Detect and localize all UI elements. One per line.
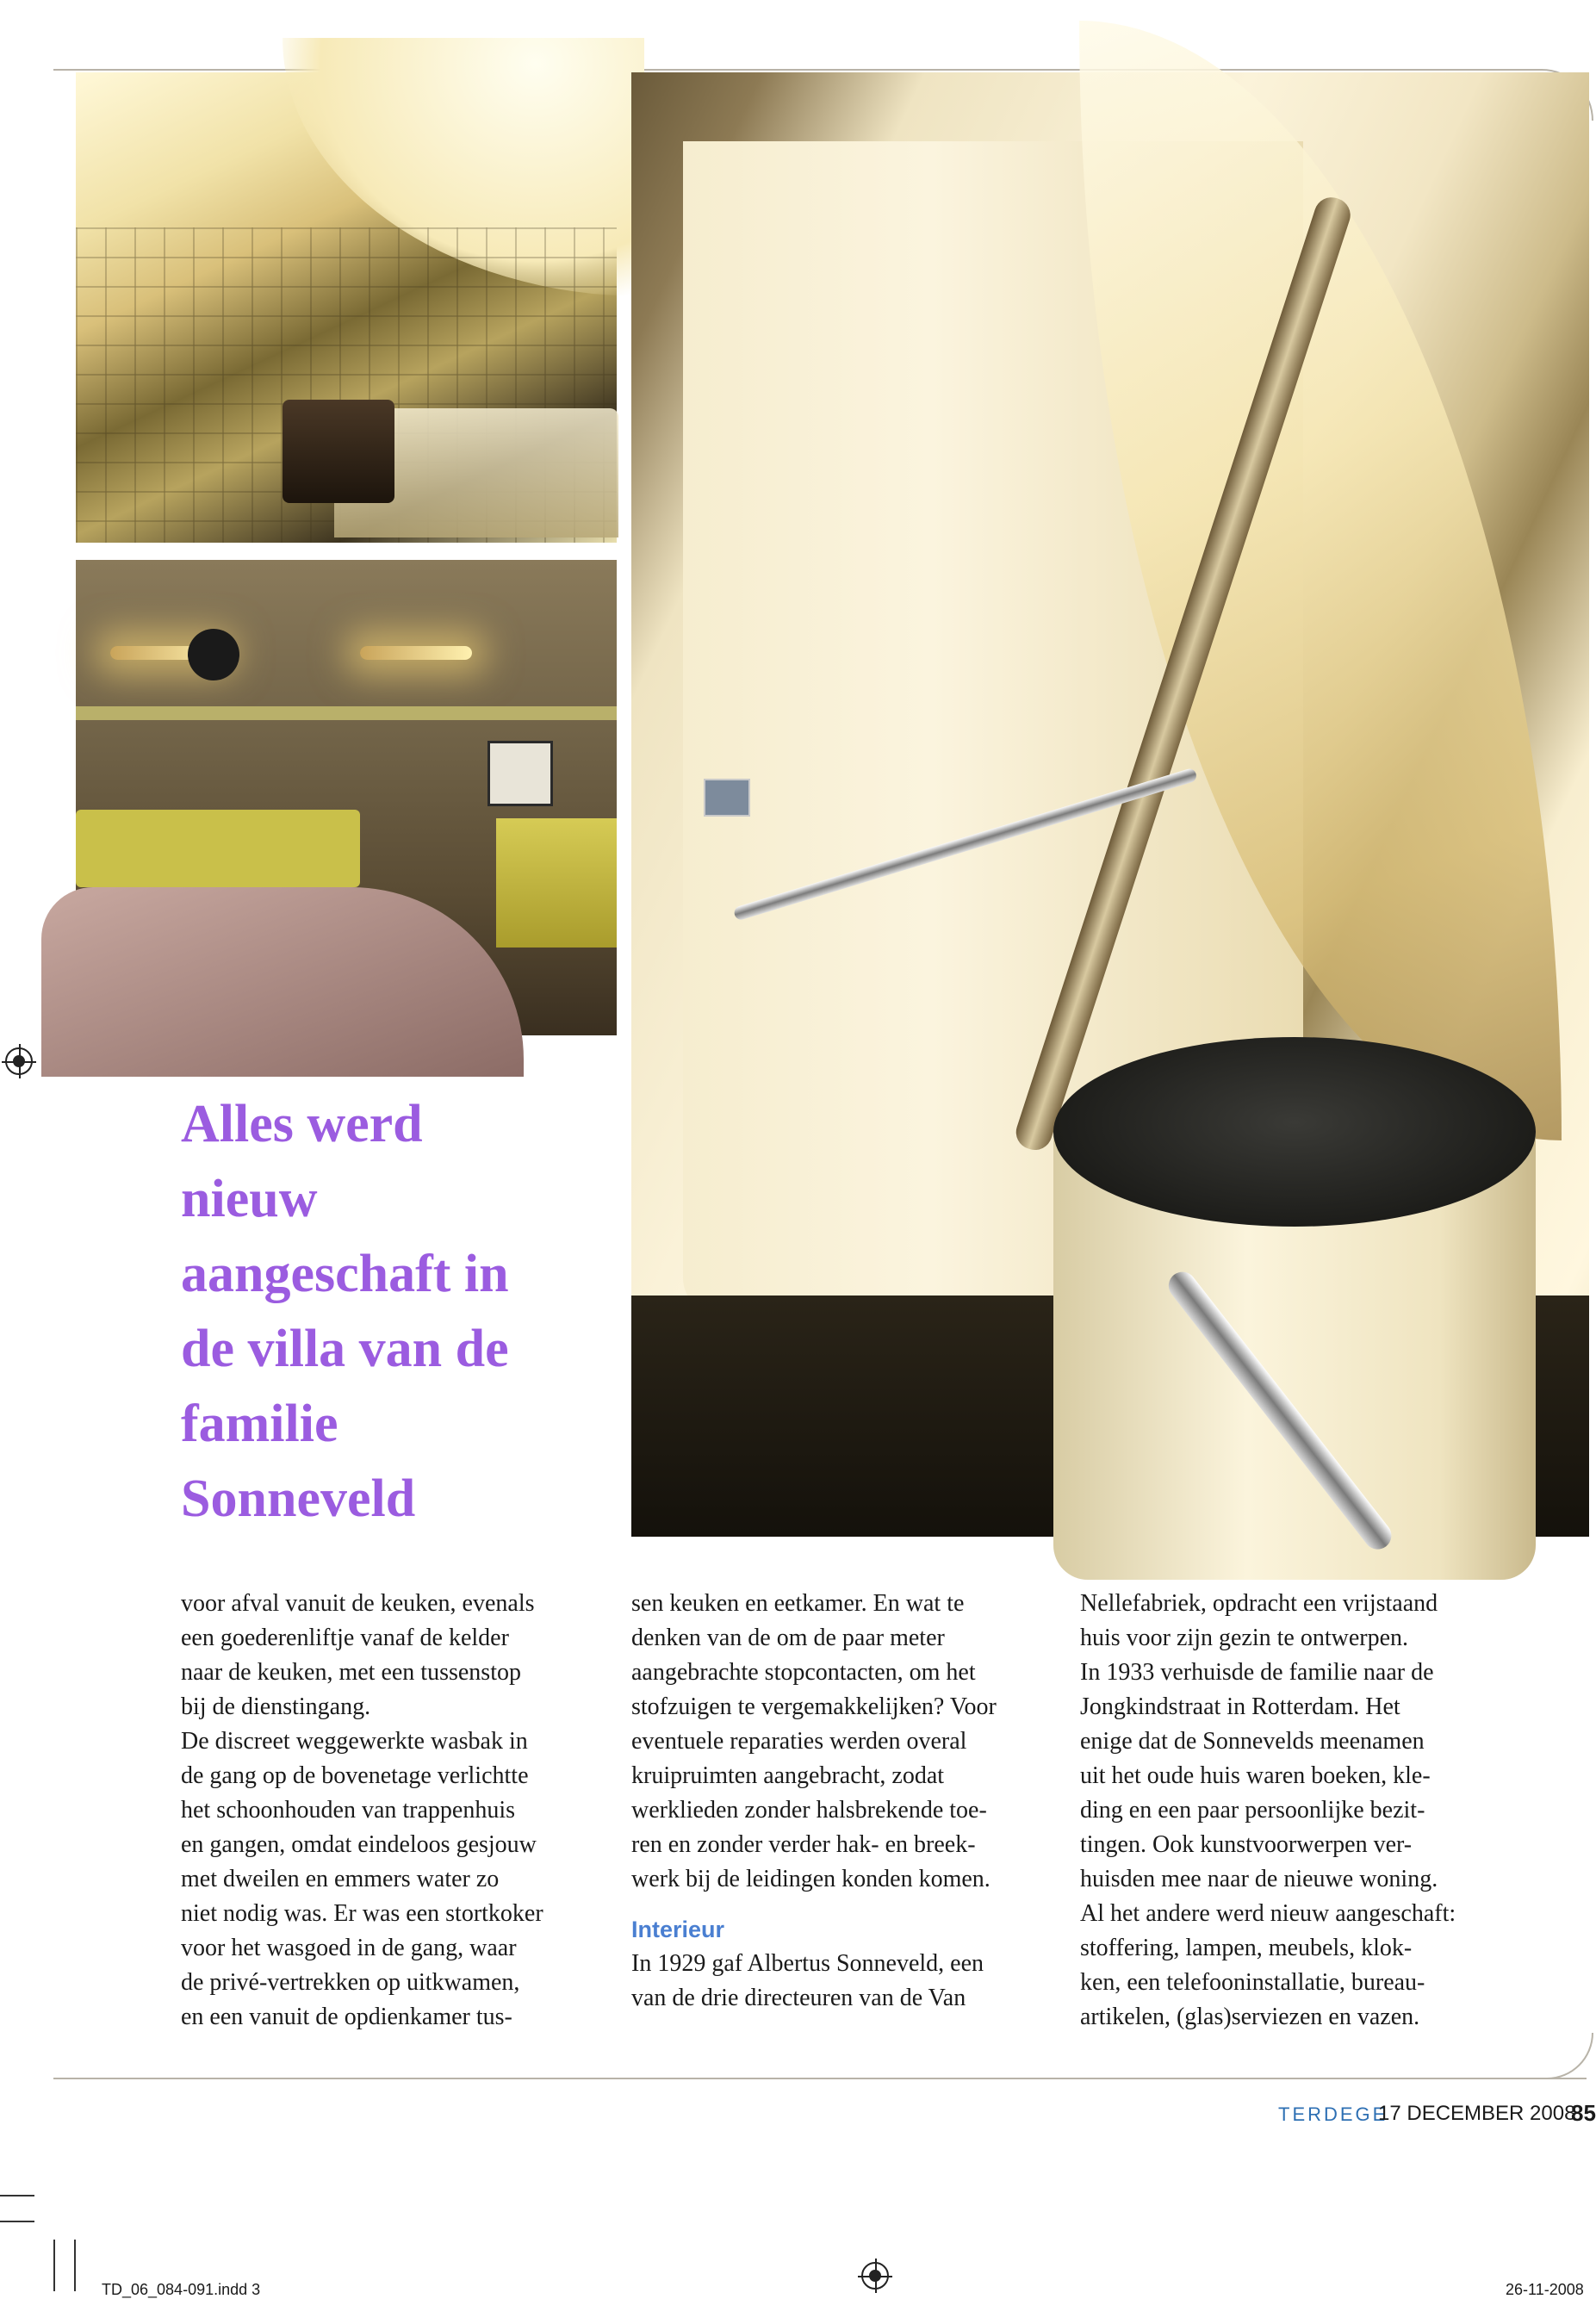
body-line: Jongkindstraat in Rotterdam. Het	[1080, 1693, 1400, 1720]
footer-page-number: 85	[1571, 2100, 1596, 2126]
body-line: werklieden zonder halsbrekende toe-	[631, 1797, 987, 1824]
crop-mark	[74, 2240, 76, 2291]
body-line: In 1929 gaf Albertus Sonneveld, een	[631, 1950, 984, 1977]
photo-bedroom-shelf	[76, 706, 617, 720]
body-line: artikelen, (glas)serviezen en vazen.	[1080, 2004, 1420, 2030]
body-line: en een vanuit de opdienkamer tus-	[181, 2004, 512, 2030]
body-line: kruipruimten aangebracht, zodat	[631, 1762, 945, 1789]
subhead-interieur: Interieur	[631, 1917, 725, 1942]
registration-mark-icon	[5, 1047, 33, 1075]
body-line: eventuele reparaties werden overal	[631, 1728, 967, 1755]
photo-staircase-newel-top	[1053, 1037, 1536, 1227]
body-line: voor het wasgoed in de gang, waar	[181, 1935, 517, 1961]
body-line: enige dat de Sonnevelds meenamen	[1080, 1728, 1425, 1755]
body-line: niet nodig was. Er was een stortkoker	[181, 1900, 543, 1927]
headline-line: aangeschaft in	[181, 1245, 509, 1303]
body-line: een goederenliftje vanaf de kelder	[181, 1625, 509, 1651]
headline-line: nieuw	[181, 1170, 318, 1228]
footer-magazine-name: TERDEGE	[1278, 2103, 1388, 2125]
body-line: denken van de om de paar meter	[631, 1625, 945, 1651]
photo-bathroom-wringer	[283, 400, 394, 503]
photo-bedroom-lamp-right	[360, 646, 472, 660]
crop-mark	[0, 2195, 34, 2196]
print-slug-date: 26-11-2008	[1506, 2281, 1584, 2298]
headline-line: Alles werd	[181, 1095, 423, 1153]
body-line: van de drie directeuren van de Van	[631, 1985, 966, 2011]
page-frame-bottom	[53, 2078, 1587, 2079]
footer-issue-date: 17 DECEMBER 2008	[1378, 2102, 1576, 2125]
body-line: huis voor zijn gezin te ontwerpen.	[1080, 1625, 1409, 1651]
body-column-2	[631, 1587, 1062, 2016]
photo-bedroom-bed	[41, 887, 524, 1077]
headline-line: de villa van de	[181, 1320, 509, 1378]
photo-staircase	[631, 72, 1589, 1525]
crop-mark	[0, 2221, 34, 2222]
print-slug-filename: TD_06_084-091.indd 3	[102, 2281, 261, 2298]
body-column-3	[1080, 1587, 1511, 2035]
body-line: stoffering, lampen, meubels, klok-	[1080, 1935, 1413, 1961]
body-line: met dweilen en emmers water zo	[181, 1866, 500, 1892]
page-frame-corner-bottom	[1533, 2033, 1593, 2079]
body-line: ren en zonder verder hak- en breek-	[631, 1831, 976, 1858]
body-line: voor afval vanuit de keuken, evenals	[181, 1590, 535, 1617]
photo-bedroom	[76, 560, 617, 1035]
body-line: ken, een telefooninstallatie, bureau-	[1080, 1969, 1425, 1996]
body-line: uit het oude huis waren boeken, kle-	[1080, 1762, 1431, 1789]
body-line: Al het andere werd nieuw aangeschaft:	[1080, 1900, 1456, 1927]
body-line: Nellefabriek, opdracht een vrijstaand	[1080, 1590, 1438, 1617]
body-line: en gangen, omdat eindeloos gesjouw	[181, 1831, 537, 1858]
photo-bedroom-headboard	[76, 810, 360, 887]
photo-bathroom	[76, 72, 617, 543]
body-column-1	[181, 1587, 612, 2035]
body-line: werk bij de leidingen konden komen.	[631, 1866, 991, 1892]
body-line: de gang op de bovenetage verlichtte	[181, 1762, 529, 1789]
photo-staircase-light-switch	[704, 779, 750, 817]
body-line: sen keuken en eetkamer. En wat te	[631, 1590, 965, 1617]
body-line: tingen. Ook kunstvoorwerpen ver-	[1080, 1831, 1413, 1858]
registration-mark-icon	[861, 2262, 889, 2290]
body-line: ding en een paar persoonlijke bezit-	[1080, 1797, 1425, 1824]
body-line: aangebrachte stopcontacten, om het	[631, 1659, 976, 1686]
headline-line: familie	[181, 1395, 338, 1453]
photo-bedroom-cabinet	[496, 818, 617, 948]
article-headline	[181, 1087, 577, 1537]
photo-bedroom-telephone	[188, 629, 239, 680]
body-line: de privé-vertrekken op uitkwamen,	[181, 1969, 520, 1996]
crop-mark	[53, 2240, 55, 2291]
page-frame-top	[53, 69, 1535, 71]
body-line: In 1933 verhuisde de familie naar de	[1080, 1659, 1434, 1686]
body-line: bij de dienstingang.	[181, 1693, 371, 1720]
body-line: het schoonhouden van trappenhuis	[181, 1797, 516, 1824]
headline-line: Sonneveld	[181, 1469, 416, 1528]
body-line: De discreet weggewerkte wasbak in	[181, 1728, 528, 1755]
body-line: stofzuigen te vergemakkelijken? Voor	[631, 1693, 997, 1720]
body-line: huisden mee naar de nieuwe woning.	[1080, 1866, 1438, 1892]
body-line: naar de keuken, met een tussenstop	[181, 1659, 521, 1686]
photo-bedroom-picture-frame	[487, 741, 553, 806]
